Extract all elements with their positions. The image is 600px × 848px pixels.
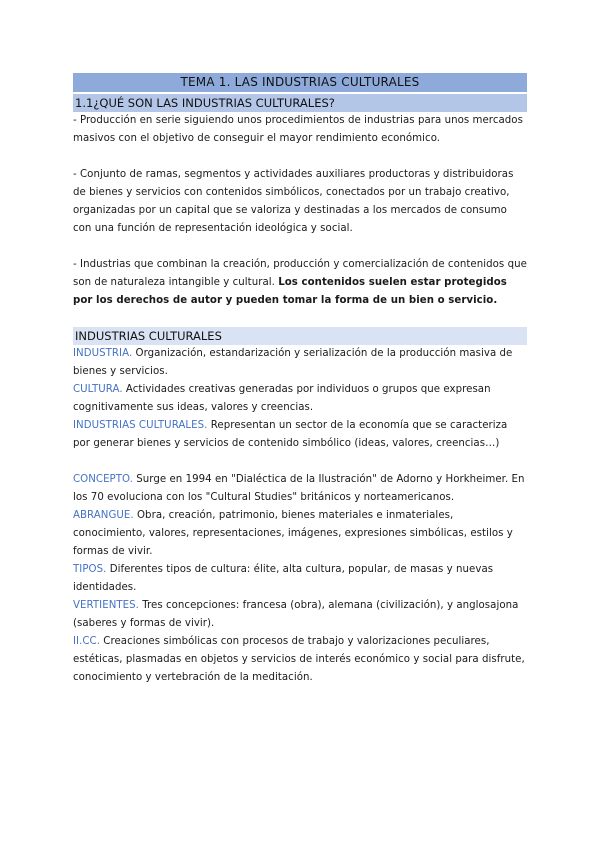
definition-text: Surge en 1994 en "Dialéctica de la Ilustración" de Adorno y Horkheimer. En los 70 evoluciona con los "Cultural Studies" británicos y norteamericanos. [73, 474, 525, 503]
definition-concepto [73, 471, 527, 507]
definition-text: Creaciones simbólicas con procesos de trabajo y valorizaciones peculiares, estéticas, plasmadas en objetos y servicios de interés económico y social para disfrute, conocimiento y vertebración de la meditación. [73, 636, 525, 683]
definition-term: INDUSTRIA. [73, 348, 133, 359]
definition-industrias-culturales [73, 417, 527, 453]
definition-text: Organización, estandarización y serialización de la producción masiva de bienes y servicios. [73, 348, 513, 377]
section-heading-2: INDUSTRIAS CULTURALES [73, 327, 527, 345]
definition-tipos [73, 561, 527, 597]
paragraph-3-text: - Industrias que combinan la creación, producción y comercialización de contenidos que son de naturaleza intangible y cultural. [73, 259, 527, 288]
paragraph-1: - Producción en serie siguiendo unos procedimientos de industrias para unos mercados masivos con el objetivo de conseguir el mayor rendimiento económico. [73, 115, 523, 144]
definition-term: INDUSTRIAS CULTURALES. [73, 420, 208, 431]
definition-text: Obra, creación, patrimonio, bienes materiales e inmateriales, conocimiento, valores, representaciones, imágenes, expresiones simbólicas, estilos y formas de vivir. [73, 510, 513, 557]
definition-text: Tres concepciones: francesa (obra), alemana (civilización), y anglosajona (saberes y formas de vivir). [73, 600, 519, 629]
page-content [73, 73, 527, 687]
paragraph-3-bold-text: Los contenidos suelen estar protegidos por los derechos de autor y pueden tomar la forma de un bien o servicio. [73, 277, 507, 306]
document-title: TEMA 1. LAS INDUSTRIAS CULTURALES [73, 73, 527, 92]
definition-industria [73, 345, 527, 381]
definition-term: CONCEPTO. [73, 474, 133, 485]
definition-vertientes [73, 597, 527, 633]
definition-abrangue [73, 507, 527, 561]
definition-text: Representan un sector de la economía que se caracteriza por generar bienes y servicios de contenido simbólico (ideas, valores, creencias…) [73, 420, 508, 449]
definition-term: CULTURA. [73, 384, 123, 395]
definition-term: II.CC. [73, 636, 101, 647]
definition-iicc [73, 633, 527, 687]
paragraph-3 [73, 256, 527, 310]
definition-cultura [73, 381, 527, 417]
definition-term: TIPOS. [73, 564, 107, 575]
paragraph-2: - Conjunto de ramas, segmentos y actividades auxiliares productoras y distribuidoras de bienes y servicios con contenidos simbólicos, conectados por un trabajo creativo, organizadas por un capital que se valoriza y destinadas a los mercados de consumo con una función de representación ideológica y social. [73, 169, 514, 234]
section-heading-1: 1.1¿QUÉ SON LAS INDUSTRIAS CULTURALES? [73, 94, 527, 112]
definition-text: Actividades creativas generadas por individuos o grupos que expresan cognitivamente sus ideas, valores y creencias. [73, 384, 491, 413]
definition-term: ABRANGUE. [73, 510, 134, 521]
definition-term: VERTIENTES. [73, 600, 139, 611]
definition-text: Diferentes tipos de cultura: élite, alta cultura, popular, de masas y nuevas identidades. [73, 564, 494, 593]
